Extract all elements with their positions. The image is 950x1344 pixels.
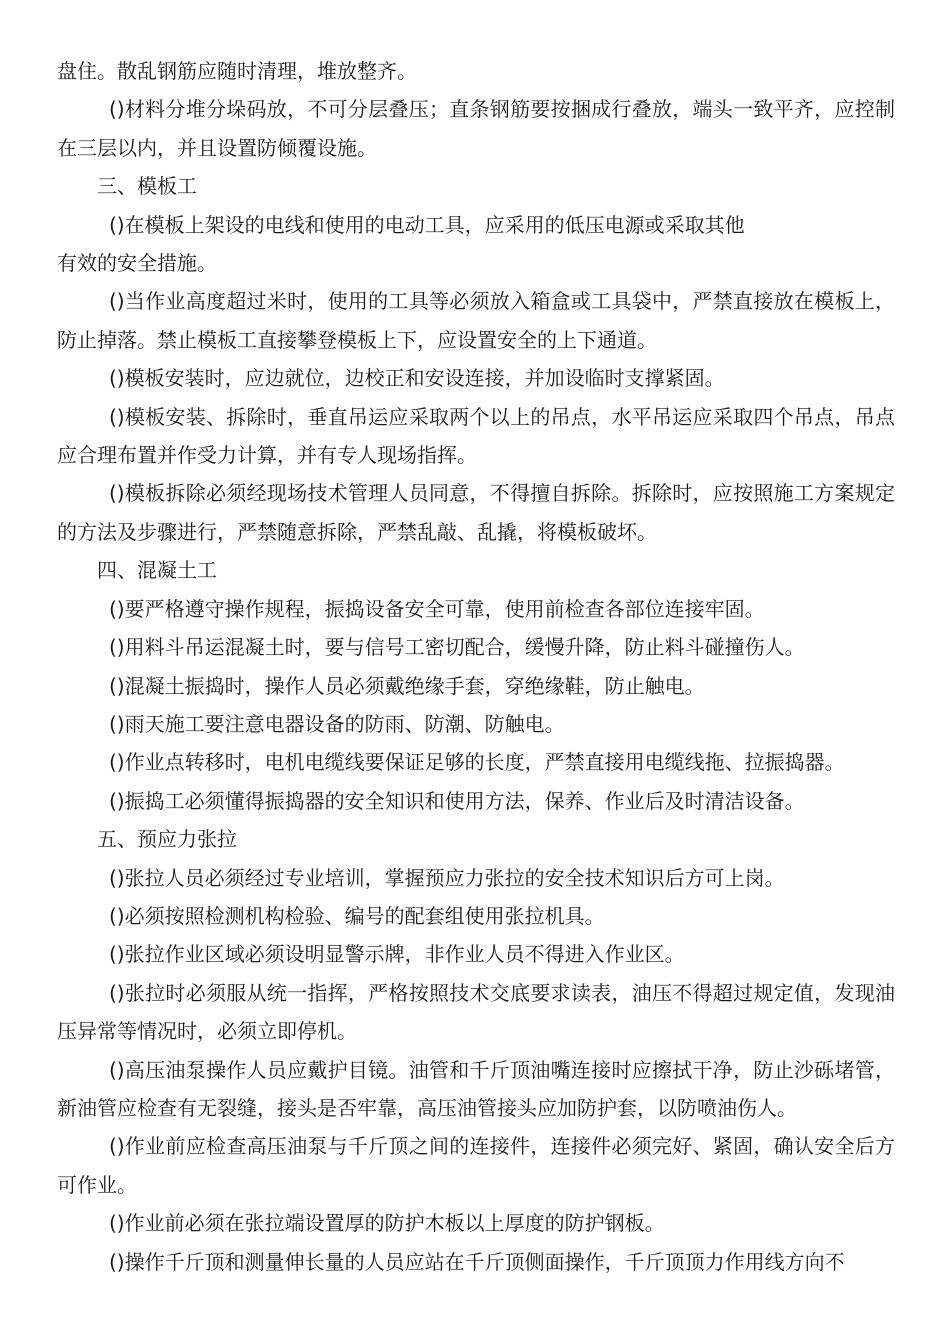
list-item: ()作业前必须在张拉端设置厚的防护木板以上厚度的防护钢板。 [109, 1211, 665, 1236]
section-heading: 四、混凝土工 [97, 558, 217, 583]
list-item: ()在模板上架设的电线和使用的电动工具，应采用的低压电源或采取其他 [109, 212, 745, 237]
list-item: ()要严格遵守操作规程，振捣设备安全可靠，使用前检查各部位连接牢固。 [109, 596, 765, 621]
list-item: ()必须按照检测机构检验、编号的配套组使用张拉机具。 [109, 903, 605, 928]
list-item: ()操作千斤顶和测量伸长量的人员应站在千斤顶侧面操作，千斤顶顶力作用线方向不 [109, 1249, 845, 1274]
list-item: ()振捣工必须懂得振捣器的安全知识和使用方法，保养、作业后及时清洁设备。 [109, 788, 805, 813]
list-item: ()张拉人员必须经过专业培训，掌握预应力张拉的安全技术知识后方可上岗。 [109, 865, 785, 890]
section-heading: 五、预应力张拉 [97, 827, 237, 852]
document-page [57, 52, 895, 1281]
list-item: ()作业点转移时，电机电缆线要保证足够的长度，严禁直接用电缆线拖、拉振捣器。 [109, 750, 845, 775]
list-item: ()用料斗吊运混凝土时，要与信号工密切配合，缓慢升降，防止料斗碰撞伤人。 [109, 635, 805, 660]
list-item: ()模板安装、拆除时，垂直吊运应采取两个以上的吊点，水平吊运应采取四个吊点，吊点应合理布置并作受力计算，并有专人现场指挥。 [57, 404, 895, 468]
list-item: ()混凝土振捣时，操作人员必须戴绝缘手套，穿绝缘鞋，防止触电。 [109, 673, 705, 698]
paragraph-text: 盘住。散乱钢筋应随时清理，堆放整齐。 [57, 59, 417, 83]
list-item: ()材料分堆分垛码放，不可分层叠压；直条钢筋要按捆成行叠放，端头一致平齐，应控制在三层以内，并且设置防倾覆设施。 [57, 97, 895, 160]
list-item: ()作业前应检查高压油泵与千斤顶之间的连接件，连接件必须完好、紧固，确认安全后方可作业。 [57, 1134, 895, 1197]
list-item: ()张拉时必须服从统一指挥，严格按照技术交底要求读表，油压不得超过规定值，发现油压异常等情况时，必须立即停机。 [57, 980, 895, 1044]
list-item: ()模板安装时，应边就位，边校正和安设连接，并加设临时支撑紧固。 [109, 366, 725, 391]
list-item: ()雨天施工要注意电器设备的防雨、防潮、防触电。 [109, 711, 565, 736]
list-item: ()模板拆除必须经现场技术管理人员同意，不得擅自拆除。拆除时，应按照施工方案规定的方法及步骤进行，严禁随意拆除，严禁乱敲、乱撬，将模板破坏。 [57, 481, 895, 544]
list-item: ()高压油泵操作人员应戴护目镜。油管和千斤顶油嘴连接时应擦拭干净，防止沙砾堵管，新油管应检查有无裂缝，接头是否牢靠，高压油管接头应加防护套，以防喷油伤人。 [57, 1057, 895, 1120]
list-item: ()当作业高度超过米时，使用的工具等必须放入箱盒或工具袋中，严禁直接放在模板上，防止掉落。禁止模板工直接攀登模板上下，应设置安全的上下通道。 [57, 289, 895, 352]
list-item: ()张拉作业区域必须设明显警示牌，非作业人员不得进入作业区。 [109, 942, 685, 967]
paragraph-text: 有效的安全措施。 [57, 251, 217, 276]
section-heading: 三、模板工 [97, 174, 197, 199]
